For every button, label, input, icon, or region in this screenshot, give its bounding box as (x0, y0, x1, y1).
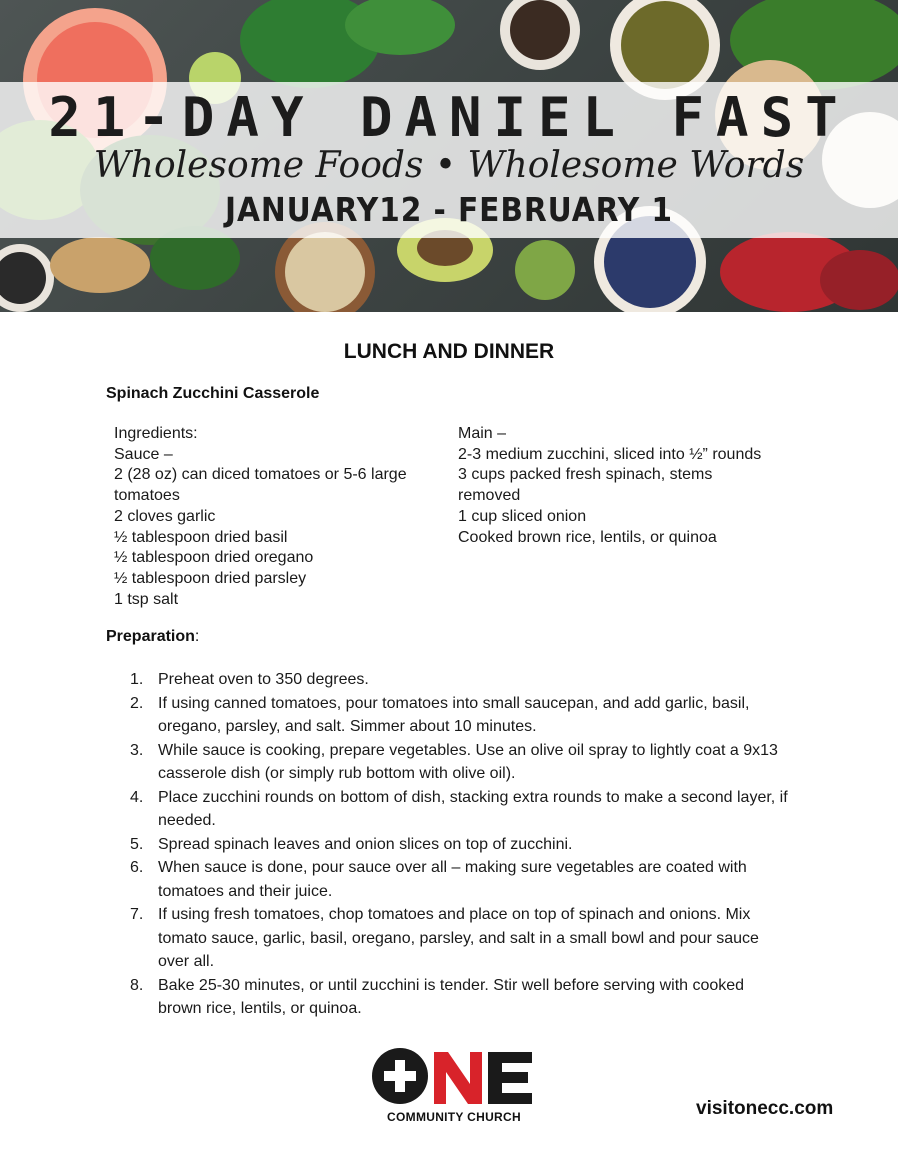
ingredient-line: 2 cloves garlic (114, 507, 216, 525)
step-item: 7. If using fresh tomatoes, chop tomatoes and place on top of spinach and onions. Mix tomato sauce, garlic, basil, oregano, parsley, and salt in a small bowl and pour sauce over all. (130, 906, 759, 970)
ingredient-line: ½ tablespoon dried basil (114, 528, 288, 546)
preparation-label: Preparation (106, 628, 195, 645)
website-url[interactable]: visitonecc.com (696, 1098, 834, 1119)
step-item: 1. Preheat oven to 350 degrees. (130, 671, 369, 688)
ingredient-line: 1 cup sliced onion (458, 507, 587, 525)
preparation-steps (130, 668, 790, 1021)
section-title: LUNCH AND DINNER (343, 340, 555, 363)
step-text: Preheat oven to 350 degrees. (158, 671, 369, 688)
banner-title: 21-DAY DANIEL FAST (48, 86, 850, 149)
step-item: 8. Bake 25-30 minutes, or until zucchini is tender. Stir well before serving with cooked brown rice, lentils, or quinoa. (130, 976, 745, 1017)
ingredient-line: Sauce – (114, 445, 173, 463)
header-banner (0, 0, 898, 312)
step-item: 2. If using canned tomatoes, pour tomatoes into small saucepan, and add garlic, basil, oregano, parsley, and salt. Simmer about 10 minutes. (130, 694, 750, 735)
ingredient-line: 2-3 medium zucchini, sliced into ½” rounds (458, 445, 762, 463)
preparation-heading (106, 628, 199, 646)
recipe-title: Spinach Zucchini Casserole (106, 385, 320, 402)
logo-caption: COMMUNITY CHURCH (387, 1110, 521, 1124)
step-item: 4. Place zucchini rounds on bottom of dish, stacking extra rounds to make a second layer, if needed. (130, 788, 788, 829)
ingredient-line: 3 cups packed fresh spinach, stems removed (458, 466, 713, 505)
step-text: While sauce is cooking, prepare vegetables. Use an olive oil spray to lightly coat a 9x13 casserole dish (or simply rub bottom with olive oil). (158, 741, 778, 782)
ingredient-line: ½ tablespoon dried oregano (114, 549, 314, 567)
ingredient-line: ½ tablespoon dried parsley (114, 569, 307, 587)
ingredients-right-column (458, 424, 778, 548)
banner-dates: JANUARY12 - FEBRUARY 1 (224, 190, 674, 229)
preparation-colon: : (194, 628, 200, 645)
ingredient-line: Ingredients: (114, 425, 198, 442)
ingredient-line: Main – (458, 425, 507, 442)
ingredient-line: 2 (28 oz) can diced tomatoes or 5-6 large tomatoes (114, 466, 407, 505)
step-text: Place zucchini rounds on bottom of dish, stacking extra rounds to make a second layer, if needed. (158, 788, 788, 829)
banner-subtitle: Wholesome Foods • Wholesome Words (93, 145, 805, 186)
step-item: 6. When sauce is done, pour sauce over all – making sure vegetables are coated with tomatoes and their juice. (130, 859, 747, 900)
step-item: 3. While sauce is cooking, prepare vegetables. Use an olive oil spray to lightly coat a 9x13 casserole dish (or simply rub bottom with olive oil). (130, 741, 778, 782)
ingredient-line: 1 tsp salt (114, 590, 179, 608)
step-text: When sauce is done, pour sauce over all – making sure vegetables are coated with tomatoes and their juice. (158, 859, 747, 900)
step-text: If using fresh tomatoes, chop tomatoes and place on top of spinach and onions. Mix tomato sauce, garlic, basil, oregano, parsley, and salt in a small bowl and pour sauce over all. (158, 906, 759, 970)
step-text: Bake 25-30 minutes, or until zucchini is tender. Stir well before serving with cooked brown rice, lentils, or quinoa. (158, 976, 745, 1017)
step-text: If using canned tomatoes, pour tomatoes into small saucepan, and add garlic, basil, oregano, parsley, and salt. Simmer about 10 minutes. (158, 694, 750, 735)
ingredients-left-column (114, 424, 444, 610)
step-text: Spread spinach leaves and onion slices on top of zucchini. (158, 835, 573, 853)
step-item: 5. Spread spinach leaves and onion slices on top of zucchini. (130, 835, 573, 853)
ingredient-line: Cooked brown rice, lentils, or quinoa (458, 528, 717, 546)
